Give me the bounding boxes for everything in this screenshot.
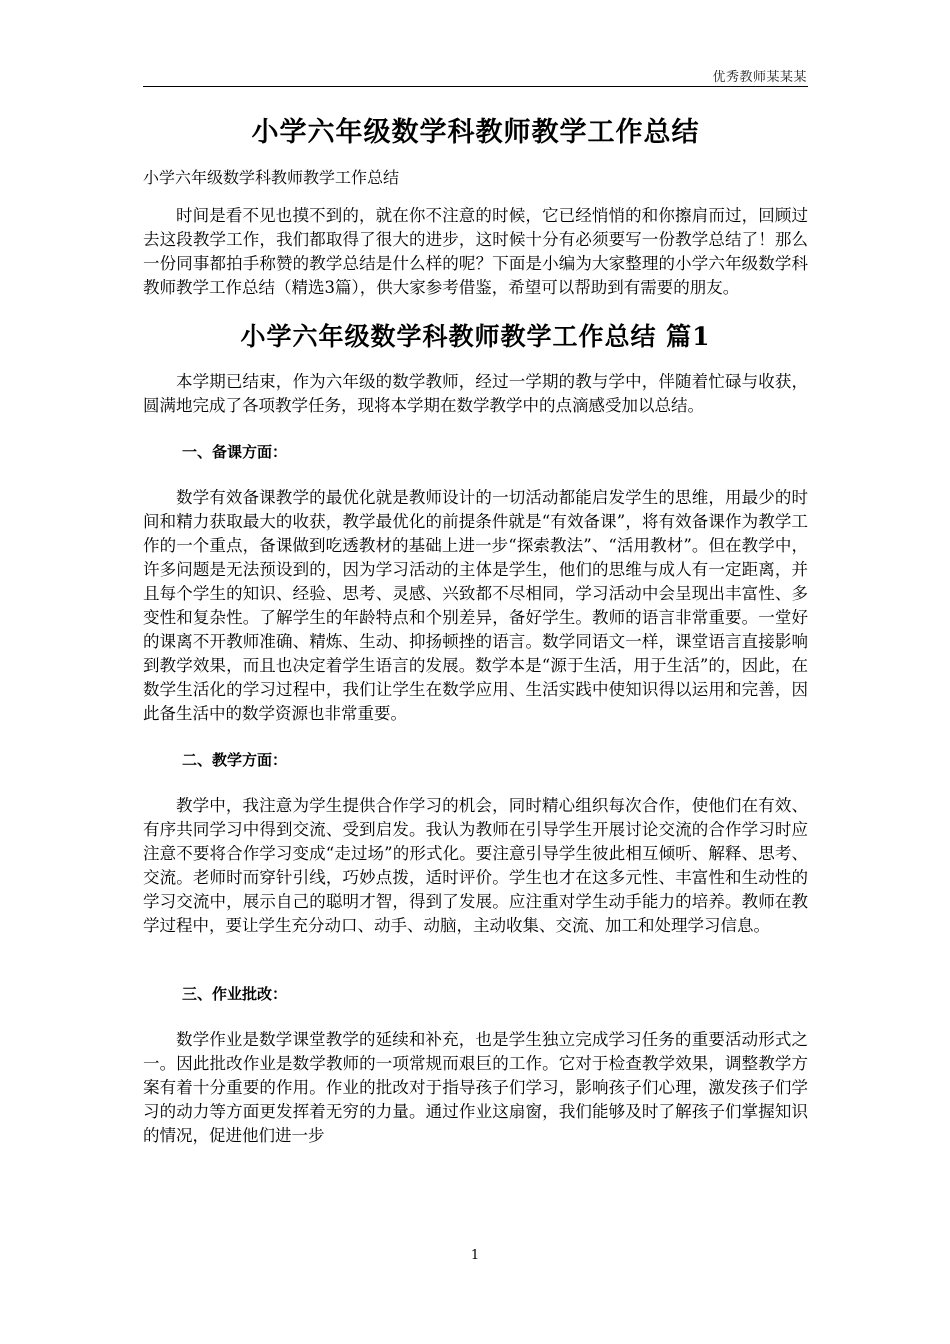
page-number: 1 bbox=[470, 1248, 480, 1263]
section-title: 小学六年级数学科教师教学工作总结 篇1 bbox=[240, 322, 711, 351]
part-heading-teaching: 二、教学方面： bbox=[182, 751, 288, 769]
part-paragraph-teaching: 教学中，我注意为学生提供合作学习的机会，同时精心组织每次合作，使他们在有效、有序共同学习中得到交流、受到启发。我认为教师在引导学生开展讨论交流的合作学习时应注意不要将合作学习变成“走过场”的形式化。要注意引导学生彼此相互倾听、解释、思考、交流。老师时而穿针引线，巧妙点拨，适时评价。学生也才在这多元性、丰富性和生动性的学习交流中，展示自己的聪明才智，得到了发展。应注重对学生动手能力的培养。教师在教学过程中，要让学生充分动口、动手、动脑，主动收集、交流、加工和处理学习信息。 bbox=[143, 796, 808, 935]
part-heading-homework: 三、作业批改： bbox=[182, 985, 288, 1003]
header-divider bbox=[143, 86, 808, 87]
intro-paragraph: 时间是看不见也摸不到的，就在你不注意的时候，它已经悄悄的和你擦肩而过，回顾过去这段教学工作，我们都取得了很大的进步，这时候十分有必须要写一份教学总结了！那么一份同事都拍手称赞的教学总结是什么样的呢？下面是小编为大家整理的小学六年级数学科教师教学工作总结（精选3篇），供大家参考借鉴，希望可以帮助到有需要的朋友。 bbox=[143, 206, 808, 297]
part-heading-lesson-prep: 一、备课方面： bbox=[182, 443, 288, 461]
header-author: 优秀教师某某某 bbox=[712, 70, 807, 85]
document-subtitle: 小学六年级数学科教师教学工作总结 bbox=[143, 168, 400, 187]
part-paragraph-lesson-prep: 数学有效备课教学的最优化就是教师设计的一切活动都能启发学生的思维，用最少的时间和精力获取最大的收获，教学最优化的前提条件就是“有效备课”，将有效备课作为教学工作的一个重点，备课做到吃透教材的基础上进一步“探索教法”、“活用教材”。但在教学中，许多问题是无法预设到的，因为学习活动的主体是学生，他们的思维与成人有一定距离，并且每个学生的知识、经验、思考、灵感、兴致都不尽相同，学习活动中会呈现出丰富性、多变性和复杂性。了解学生的年龄特点和个别差异，备好学生。教师的语言非常重要。一堂好的课离不开教师准确、精炼、生动、抑扬顿挫的语言。数学同语文一样，课堂语言直接影响到教学效果，而且也决定着学生语言的发展。数学本是“源于生活，用于生活”的，因此，在数学生活化的学习过程中，我们让学生在数学应用、生活实践中使知识得以运用和完善，因此备生活中的数学资源也非常重要。 bbox=[143, 488, 808, 723]
section-intro-paragraph: 本学期已结束，作为六年级的数学教师，经过一学期的教与学中，伴随着忙碌与收获，圆满地完成了各项教学任务，现将本学期在数学教学中的点滴感受加以总结。 bbox=[143, 372, 808, 415]
part-paragraph-homework: 数学作业是数学课堂教学的延续和补充，也是学生独立完成学习任务的重要活动形式之一。因此批改作业是数学教师的一项常规而艰巨的工作。它对于检查教学效果，调整教学方案有着十分重要的作用。作业的批改对于指导孩子们学习，影响孩子们心理，激发孩子们学习的动力等方面更发挥着无穷的力量。通过作业这扇窗，我们能够及时了解孩子们掌握知识的情况，促进他们进一步 bbox=[143, 1030, 808, 1145]
document-body bbox=[143, 112, 808, 1148]
document-title: 小学六年级数学科教师教学工作总结 bbox=[251, 117, 700, 148]
